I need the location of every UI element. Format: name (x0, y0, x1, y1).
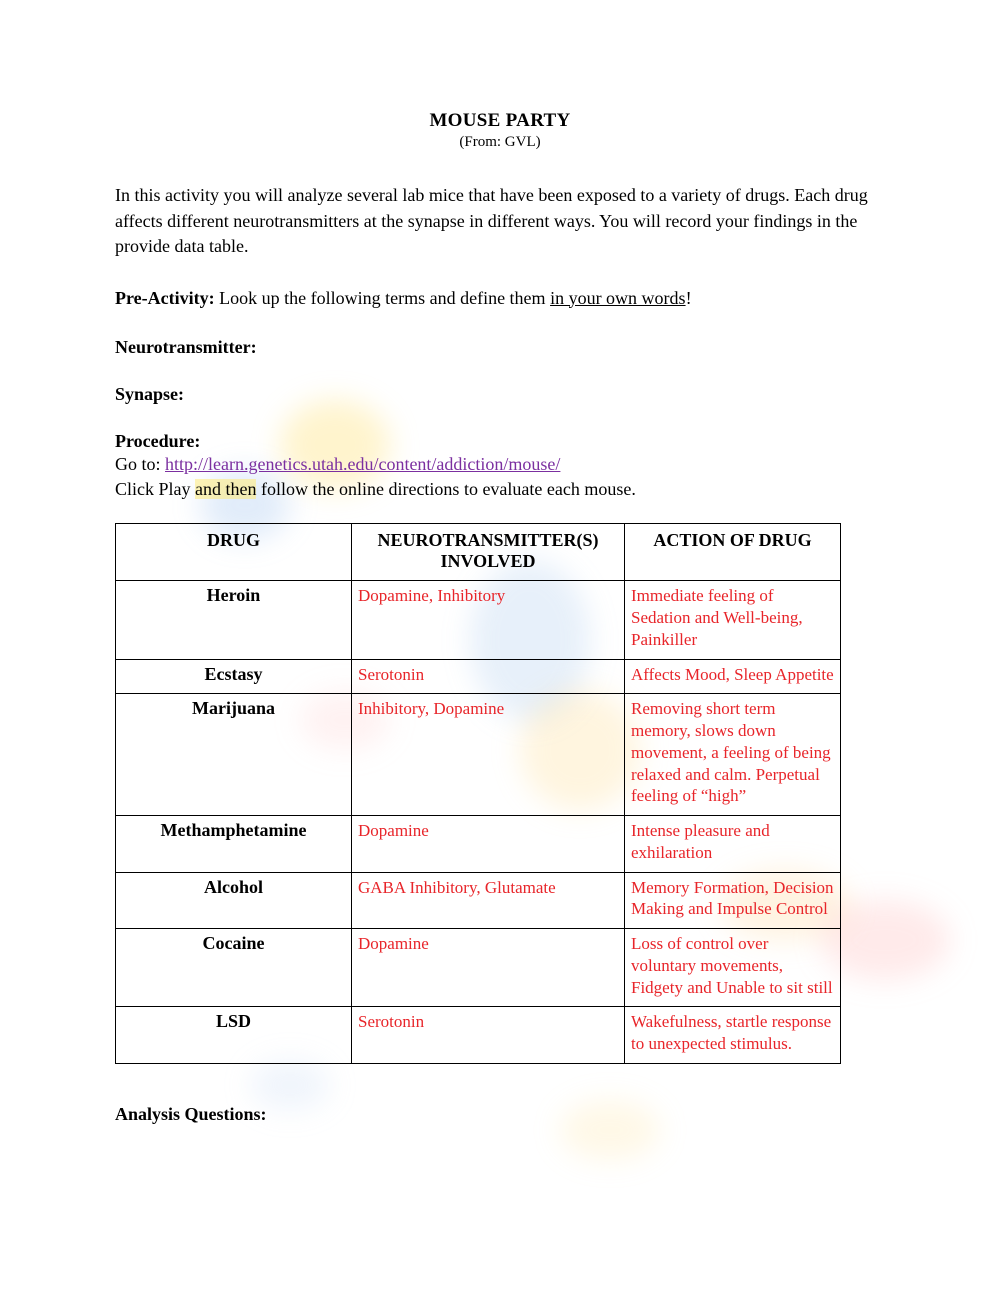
column-header-action: ACTION OF DRUG (625, 524, 841, 581)
cell-drug: Heroin (116, 581, 352, 659)
cell-action: Affects Mood, Sleep Appetite (625, 659, 841, 694)
click-play-highlight: and then (195, 478, 257, 499)
click-play-post: follow the online directions to evaluate each mouse. (256, 478, 636, 499)
cell-drug: Alcohol (116, 872, 352, 929)
goto-line (115, 452, 885, 477)
cell-drug: Methamphetamine (116, 816, 352, 873)
cell-drug: Marijuana (116, 694, 352, 816)
cell-neurotransmitters: Inhibitory, Dopamine (352, 694, 625, 816)
cell-action: Memory Formation, Decision Making and Impulse Control (625, 872, 841, 929)
term-synapse: Synapse: (115, 383, 185, 404)
mouse-party-link[interactable]: http://learn.genetics.utah.edu/content/addiction/mouse/ (165, 453, 561, 474)
column-header-neurotransmitters: NEUROTRANSMITTER(S) INVOLVED (352, 524, 625, 581)
cell-action: Immediate feeling of Sedation and Well-being, Painkiller (625, 581, 841, 659)
cell-neurotransmitters: Dopamine (352, 816, 625, 873)
cell-neurotransmitters: Dopamine, Inhibitory (352, 581, 625, 659)
table-row (116, 929, 841, 1007)
click-play-line (115, 477, 885, 502)
table-row (116, 659, 841, 694)
term-neurotransmitter: Neurotransmitter: (115, 336, 257, 357)
procedure-heading: Procedure: (115, 430, 201, 451)
cell-neurotransmitters: Serotonin (352, 1007, 625, 1064)
pre-activity-label: Pre-Activity: (115, 287, 215, 308)
column-header-drug: DRUG (116, 524, 352, 581)
table-row (116, 1007, 841, 1064)
cell-action: Intense pleasure and exhilaration (625, 816, 841, 873)
analysis-questions-heading: Analysis Questions: (115, 1103, 267, 1124)
cell-neurotransmitters: GABA Inhibitory, Glutamate (352, 872, 625, 929)
cell-action: Removing short term memory, slows down movement, a feeling of being relaxed and calm. Perpetual feeling of “high” (625, 694, 841, 816)
table-header-row (116, 524, 841, 581)
intro-paragraph: In this activity you will analyze several lab mice that have been exposed to a variety of drugs. Each drug affects different neurotransmitters at the synapse in different ways. You will record your findings in the provide data table. (115, 185, 868, 257)
cell-action: Loss of control over voluntary movements, Fidgety and Unable to sit still (625, 929, 841, 1007)
cell-drug: Cocaine (116, 929, 352, 1007)
goto-label: Go to: (115, 453, 166, 474)
cell-action: Wakefulness, startle response to unexpected stimulus. (625, 1007, 841, 1064)
cell-neurotransmitters: Serotonin (352, 659, 625, 694)
pre-activity-line (115, 286, 885, 311)
drug-table (115, 523, 841, 1064)
pre-activity-text: Look up the following terms and define them (219, 287, 551, 308)
page-subtitle: (From: GVL) (459, 134, 541, 150)
table-row (116, 694, 841, 816)
pre-activity-emphasis: in your own words (550, 287, 686, 308)
cell-drug: LSD (116, 1007, 352, 1064)
page-title: MOUSE PARTY (429, 110, 571, 131)
table-row (116, 816, 841, 873)
click-play-pre: Click Play (115, 478, 195, 499)
table-row (116, 872, 841, 929)
table-row (116, 581, 841, 659)
cell-drug: Ecstasy (116, 659, 352, 694)
cell-neurotransmitters: Dopamine (352, 929, 625, 1007)
pre-activity-end: ! (685, 287, 692, 308)
